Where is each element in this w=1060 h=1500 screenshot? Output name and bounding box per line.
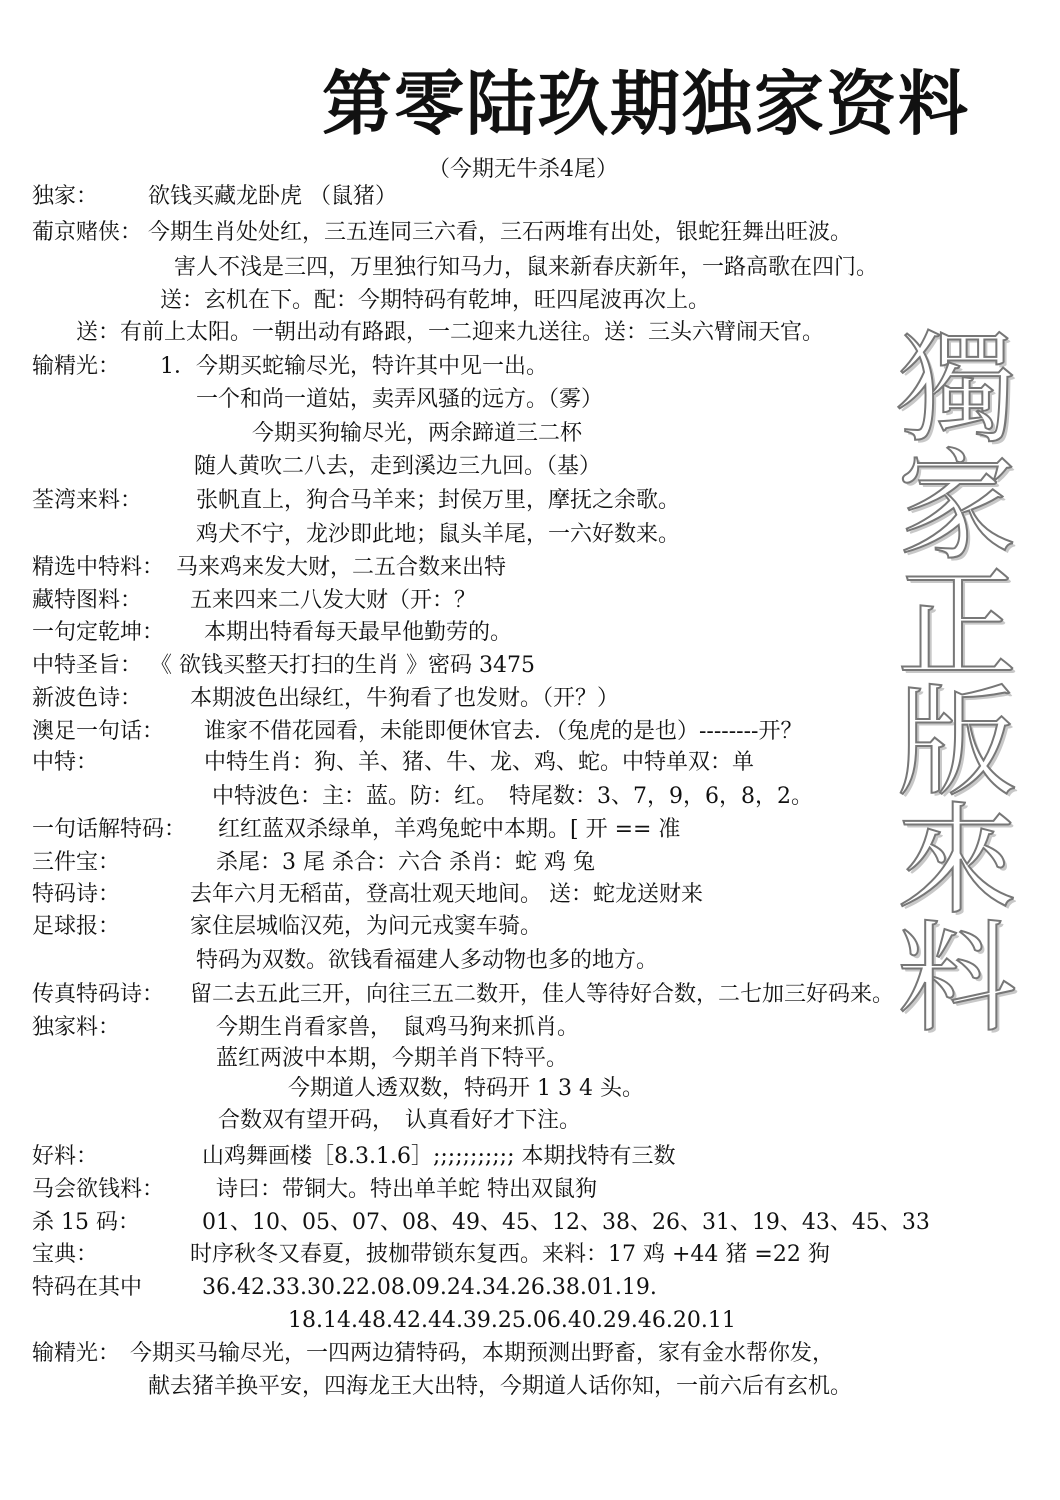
line-lose-all-2 <box>0 385 1060 415</box>
line-pujing-3 <box>0 286 1060 316</box>
line-lose-all-horse-2 <box>0 1372 1060 1402</box>
line-text: 今期道人透双数，特码开 1 3 4 头。 <box>288 1076 644 1101</box>
line-three-treasures <box>0 848 1060 878</box>
line-tsuen-wan <box>0 486 1060 516</box>
line-canon <box>0 1240 1060 1270</box>
line-text: 诗曰：带铜大。特出单羊蛇 特出双鼠狗 <box>216 1177 597 1202</box>
line-football-2 <box>0 946 1060 976</box>
line-text: 谁家不借花园看，未能即便休官去．（兔虎的是也）--------开？ <box>204 719 803 744</box>
line-label: 葡京赌侠： <box>32 220 143 245</box>
line-exclusive-5 <box>0 1106 1060 1136</box>
line-numbers <box>0 1273 1060 1303</box>
line-text: 随人黄吹二八去，走到溪边三九回。（基） <box>194 454 602 479</box>
line-text: 本期波色出绿红，牛狗看了也发财。（开？） <box>190 686 620 711</box>
line-label: 一句定乾坤： <box>32 620 165 645</box>
page-title: 第零陆玖期独家资料 <box>322 63 970 145</box>
line-text: 中特生肖：狗、羊、猪、牛、龙、鸡、蛇。中特单双：单 <box>204 750 755 775</box>
line-text: 留二去五此三开，向往三五二数开，佳人等待好合数，二七加三好码来。 <box>190 982 895 1007</box>
line-label: 中特： <box>32 750 99 775</box>
line-exclusive-3 <box>0 1044 1060 1074</box>
line-text: 张帆直上，狗合马羊来；封侯万里，摩抚之余歌。 <box>196 488 681 513</box>
line-text: 红红蓝双杀绿单，羊鸡兔蛇中本期。[ 开 == 准 <box>218 817 681 842</box>
line-text: 今期生肖看家兽， 鼠鸡马狗来抓肖。 <box>216 1015 580 1040</box>
line-text: 《 欲钱买整天打扫的生肖 》密码 3475 <box>150 653 535 678</box>
line-label: 三件宝： <box>32 850 121 875</box>
line-label: 中特圣旨： <box>32 653 143 678</box>
line-label: 独家料： <box>32 1015 121 1040</box>
watermark-char: 正 <box>897 556 1017 695</box>
line-label: 新波色诗： <box>32 686 143 711</box>
line-text: 今期生肖处处红，三五连同三六看，三石两堆有出处，银蛇狂舞出旺波。 <box>148 220 853 245</box>
line-text: 中特波色：主：蓝。防：红。 特尾数：3、7，9，6，8，2。 <box>212 784 813 809</box>
line-text: 害人不浅是三四，万里独行知马力，鼠来新春庆新年，一路高歌在四门。 <box>174 255 879 280</box>
line-text: 合数双有望开码， 认真看好才下注。 <box>218 1108 582 1133</box>
line-text: 马来鸡来发大财，二五合数来出特 <box>176 555 507 580</box>
line-label: 输精光： <box>32 354 121 379</box>
line-label: 传真特码诗： <box>32 982 165 1007</box>
line-text: 送：玄机在下。配：今期特码有乾坤，旺四尾波再次上。 <box>160 288 711 313</box>
line-text: 五来四来二八发大财（开：？ <box>190 588 477 613</box>
line-hidden-pic <box>0 586 1060 616</box>
line-text: 今期买马输尽光，一四两边猜特码，本期预测出野畜，家有金水帮你发， <box>130 1341 835 1366</box>
line-text: 01、10、05、07、08、49、45、12、38、26、31、19、43、45、33 <box>202 1210 930 1235</box>
watermark-char: 料 <box>897 910 1017 1049</box>
watermark-char: 來 <box>897 792 1017 931</box>
line-lose-all-horse <box>0 1339 1060 1369</box>
line-exclusive-4 <box>0 1074 1060 1104</box>
line-label: 藏特图料： <box>32 588 143 613</box>
line-label: 特码诗： <box>32 882 121 907</box>
line-text: 杀尾：3 尾 杀合：六合 杀肖：蛇 鸡 兔 <box>216 850 595 875</box>
line-label: 特码在其中 <box>32 1275 143 1300</box>
line-tsuen-wan-2 <box>0 520 1060 550</box>
line-numbers-2 <box>0 1306 1060 1336</box>
line-fax-poem <box>0 980 1060 1010</box>
line-label: 好料： <box>32 1144 99 1169</box>
line-macau <box>0 717 1060 747</box>
line-text: 山鸡舞画楼［8.3.1.6］;;;;;;;;;;; 本期找特有三数 <box>202 1144 676 1169</box>
line-one-sentence <box>0 618 1060 648</box>
watermark-char: 家 <box>897 438 1017 577</box>
line-pujing <box>0 218 1060 248</box>
line-text: 18.14.48.42.44.39.25.06.40.29.46.20.11 <box>288 1308 736 1333</box>
line-pujing-2 <box>0 253 1060 283</box>
line-label: 杀 15 码： <box>32 1210 140 1235</box>
line-label: 精选中特料： <box>32 555 165 580</box>
line-poem <box>0 880 1060 910</box>
line-text: 蓝红两波中本期，今期羊肖下特平。 <box>216 1046 569 1071</box>
line-text: 献去猪羊换平安，四海龙王大出特，今期道人话你知，一前六后有玄机。 <box>148 1374 853 1399</box>
line-text: 特码为双数。欲钱看福建人多动物也多的地方。 <box>196 948 659 973</box>
line-pujing-4 <box>0 318 1060 348</box>
line-wave-poem <box>0 684 1060 714</box>
line-label: 输精光： <box>32 1341 121 1366</box>
line-text: 本期出特看每天最早他勤劳的。 <box>204 620 513 645</box>
line-label: 马会欲钱料： <box>32 1177 165 1202</box>
line-label: 独家： <box>32 184 99 209</box>
line-lose-all <box>0 352 1060 382</box>
watermark-char: 版 <box>897 674 1017 813</box>
line-decree <box>0 651 1060 681</box>
line-good <box>0 1142 1060 1172</box>
line-special-2 <box>0 782 1060 812</box>
page-subtitle: （今期无牛杀4尾） <box>428 157 618 182</box>
line-text: 家住层城临汉苑，为问元戎窦车骑。 <box>190 914 543 939</box>
line-text: 鸡犬不宁，龙沙即此地；鼠头羊尾，一六好数来。 <box>196 522 681 547</box>
line-label: 荃湾来料： <box>32 488 143 513</box>
line-text: 1．今期买蛇输尽光，特许其中见一出。 <box>160 354 548 379</box>
line-selected <box>0 553 1060 583</box>
line-text: 今期买狗输尽光，两余蹄道三二杯 <box>252 421 583 446</box>
line-lose-all-3 <box>0 419 1060 449</box>
line-text: 时序秋冬又春夏，披枷带锁东复西。来料：17 鸡 +44 猪 =22 狗 <box>190 1242 830 1267</box>
line-text: 一个和尚一道姑，卖弄风骚的远方。（雾） <box>196 387 604 412</box>
line-text: 送：有前上太阳。一朝出动有路跟，一二迎来九送往。送：三头六臂闹天官。 <box>76 320 825 345</box>
line-decode <box>0 815 1060 845</box>
line-text: 36.42.33.30.22.08.09.24.34.26.38.01.19. <box>202 1275 657 1300</box>
line-jockey <box>0 1175 1060 1205</box>
line-kill-15 <box>0 1208 1060 1238</box>
line-label: 澳足一句话： <box>32 719 165 744</box>
line-text: 欲钱买藏龙卧虎 （鼠猪） <box>148 184 397 209</box>
line-exclusive-2 <box>0 1013 1060 1043</box>
line-lose-all-4 <box>0 452 1060 482</box>
line-label: 一句话解特码： <box>32 817 187 842</box>
line-label: 足球报： <box>32 914 121 939</box>
line-text: 去年六月无稻苗，登高壮观天地间。 送：蛇龙送财来 <box>190 882 703 907</box>
line-special <box>0 748 1060 778</box>
line-football <box>0 912 1060 942</box>
line-label: 宝典： <box>32 1242 99 1267</box>
watermark-char: 獨 <box>897 320 1017 459</box>
line-exclusive <box>0 182 1060 212</box>
